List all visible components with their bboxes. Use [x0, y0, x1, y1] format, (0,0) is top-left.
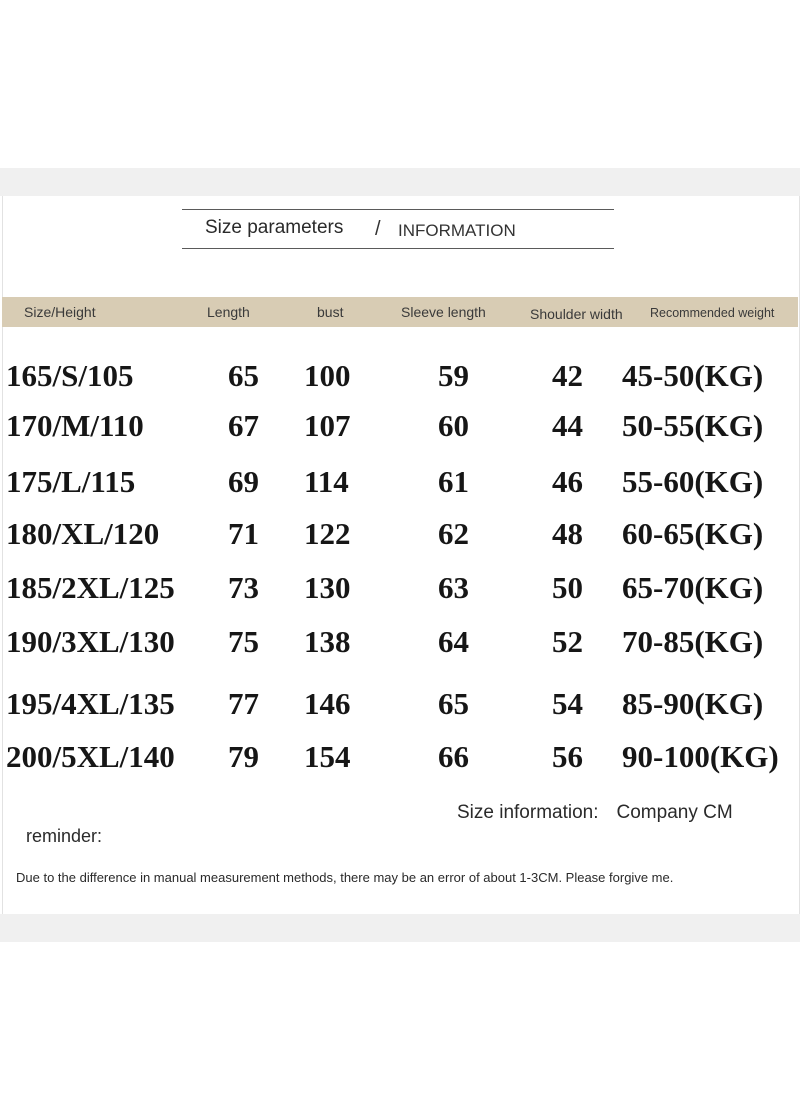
length-cell: 67 — [228, 408, 259, 443]
weight-cell: 50-55(KG) — [622, 408, 764, 443]
title-separator: / — [375, 218, 381, 240]
length-cell: 69 — [228, 464, 259, 499]
bust-cell: 122 — [304, 516, 351, 551]
weight-cell: 55-60(KG) — [622, 464, 764, 499]
bust-cell: 114 — [304, 464, 349, 499]
header-bust: bust — [317, 304, 344, 320]
length-cell: 65 — [228, 358, 259, 393]
measurement-note: Due to the difference in manual measurement methods, there may be an error of about 1-3CM. Please forgive me. — [16, 870, 674, 885]
weight-cell: 85-90(KG) — [622, 686, 764, 721]
sleeve-cell: 62 — [438, 516, 469, 551]
table-row — [0, 739, 800, 789]
table-row — [0, 686, 800, 736]
shoulder-cell: 52 — [552, 624, 583, 659]
shoulder-cell: 56 — [552, 739, 583, 774]
table-row — [0, 464, 800, 514]
length-cell: 71 — [228, 516, 259, 551]
size-information-unit: Company CM — [616, 802, 733, 823]
sleeve-cell: 64 — [438, 624, 469, 659]
sleeve-cell: 65 — [438, 686, 469, 721]
header-length: Length — [207, 304, 250, 320]
reminder-label: reminder: — [26, 826, 103, 846]
bust-cell: 107 — [304, 408, 351, 443]
table-row — [0, 408, 800, 458]
sleeve-cell: 66 — [438, 739, 469, 774]
size-cell: 175/L/115 — [6, 464, 136, 499]
chart-subtitle: INFORMATION — [398, 221, 516, 240]
size-cell: 180/XL/120 — [6, 516, 160, 551]
shoulder-cell: 42 — [552, 358, 583, 393]
length-cell: 77 — [228, 686, 259, 721]
top-gray-band — [0, 168, 800, 196]
bust-cell: 138 — [304, 624, 351, 659]
header-size-height: Size/Height — [24, 304, 96, 320]
size-information-label: Size information: — [457, 802, 599, 823]
sleeve-cell: 60 — [438, 408, 469, 443]
weight-cell: 70-85(KG) — [622, 624, 764, 659]
shoulder-cell: 46 — [552, 464, 583, 499]
length-cell: 75 — [228, 624, 259, 659]
bottom-gray-band — [0, 914, 800, 942]
weight-cell: 90-100(KG) — [622, 739, 779, 774]
size-information — [457, 802, 733, 824]
sleeve-cell: 59 — [438, 358, 469, 393]
size-cell: 165/S/105 — [6, 358, 134, 393]
shoulder-cell: 54 — [552, 686, 583, 721]
shoulder-cell: 50 — [552, 570, 583, 605]
length-cell: 79 — [228, 739, 259, 774]
table-row — [0, 358, 800, 408]
size-cell: 195/4XL/135 — [6, 686, 175, 721]
sleeve-cell: 61 — [438, 464, 469, 499]
header-sleeve-length: Sleeve length — [401, 304, 486, 320]
table-row — [0, 570, 800, 620]
chart-title: Size parameters — [205, 217, 344, 238]
bust-cell: 100 — [304, 358, 351, 393]
weight-cell: 65-70(KG) — [622, 570, 764, 605]
table-row — [0, 516, 800, 566]
bust-cell: 154 — [304, 739, 351, 774]
shoulder-cell: 44 — [552, 408, 583, 443]
size-cell: 190/3XL/130 — [6, 624, 175, 659]
title-rule-top — [182, 209, 614, 210]
sleeve-cell: 63 — [438, 570, 469, 605]
bust-cell: 146 — [304, 686, 351, 721]
bust-cell: 130 — [304, 570, 351, 605]
weight-cell: 60-65(KG) — [622, 516, 764, 551]
size-cell: 185/2XL/125 — [6, 570, 175, 605]
shoulder-cell: 48 — [552, 516, 583, 551]
header-shoulder-width: Shoulder width — [530, 306, 623, 322]
title-rule-bottom — [182, 248, 614, 249]
length-cell: 73 — [228, 570, 259, 605]
weight-cell: 45-50(KG) — [622, 358, 764, 393]
table-row — [0, 624, 800, 674]
size-cell: 170/M/110 — [6, 408, 144, 443]
header-recommended-weight: Recommended weight — [650, 306, 775, 320]
size-cell: 200/5XL/140 — [6, 739, 175, 774]
